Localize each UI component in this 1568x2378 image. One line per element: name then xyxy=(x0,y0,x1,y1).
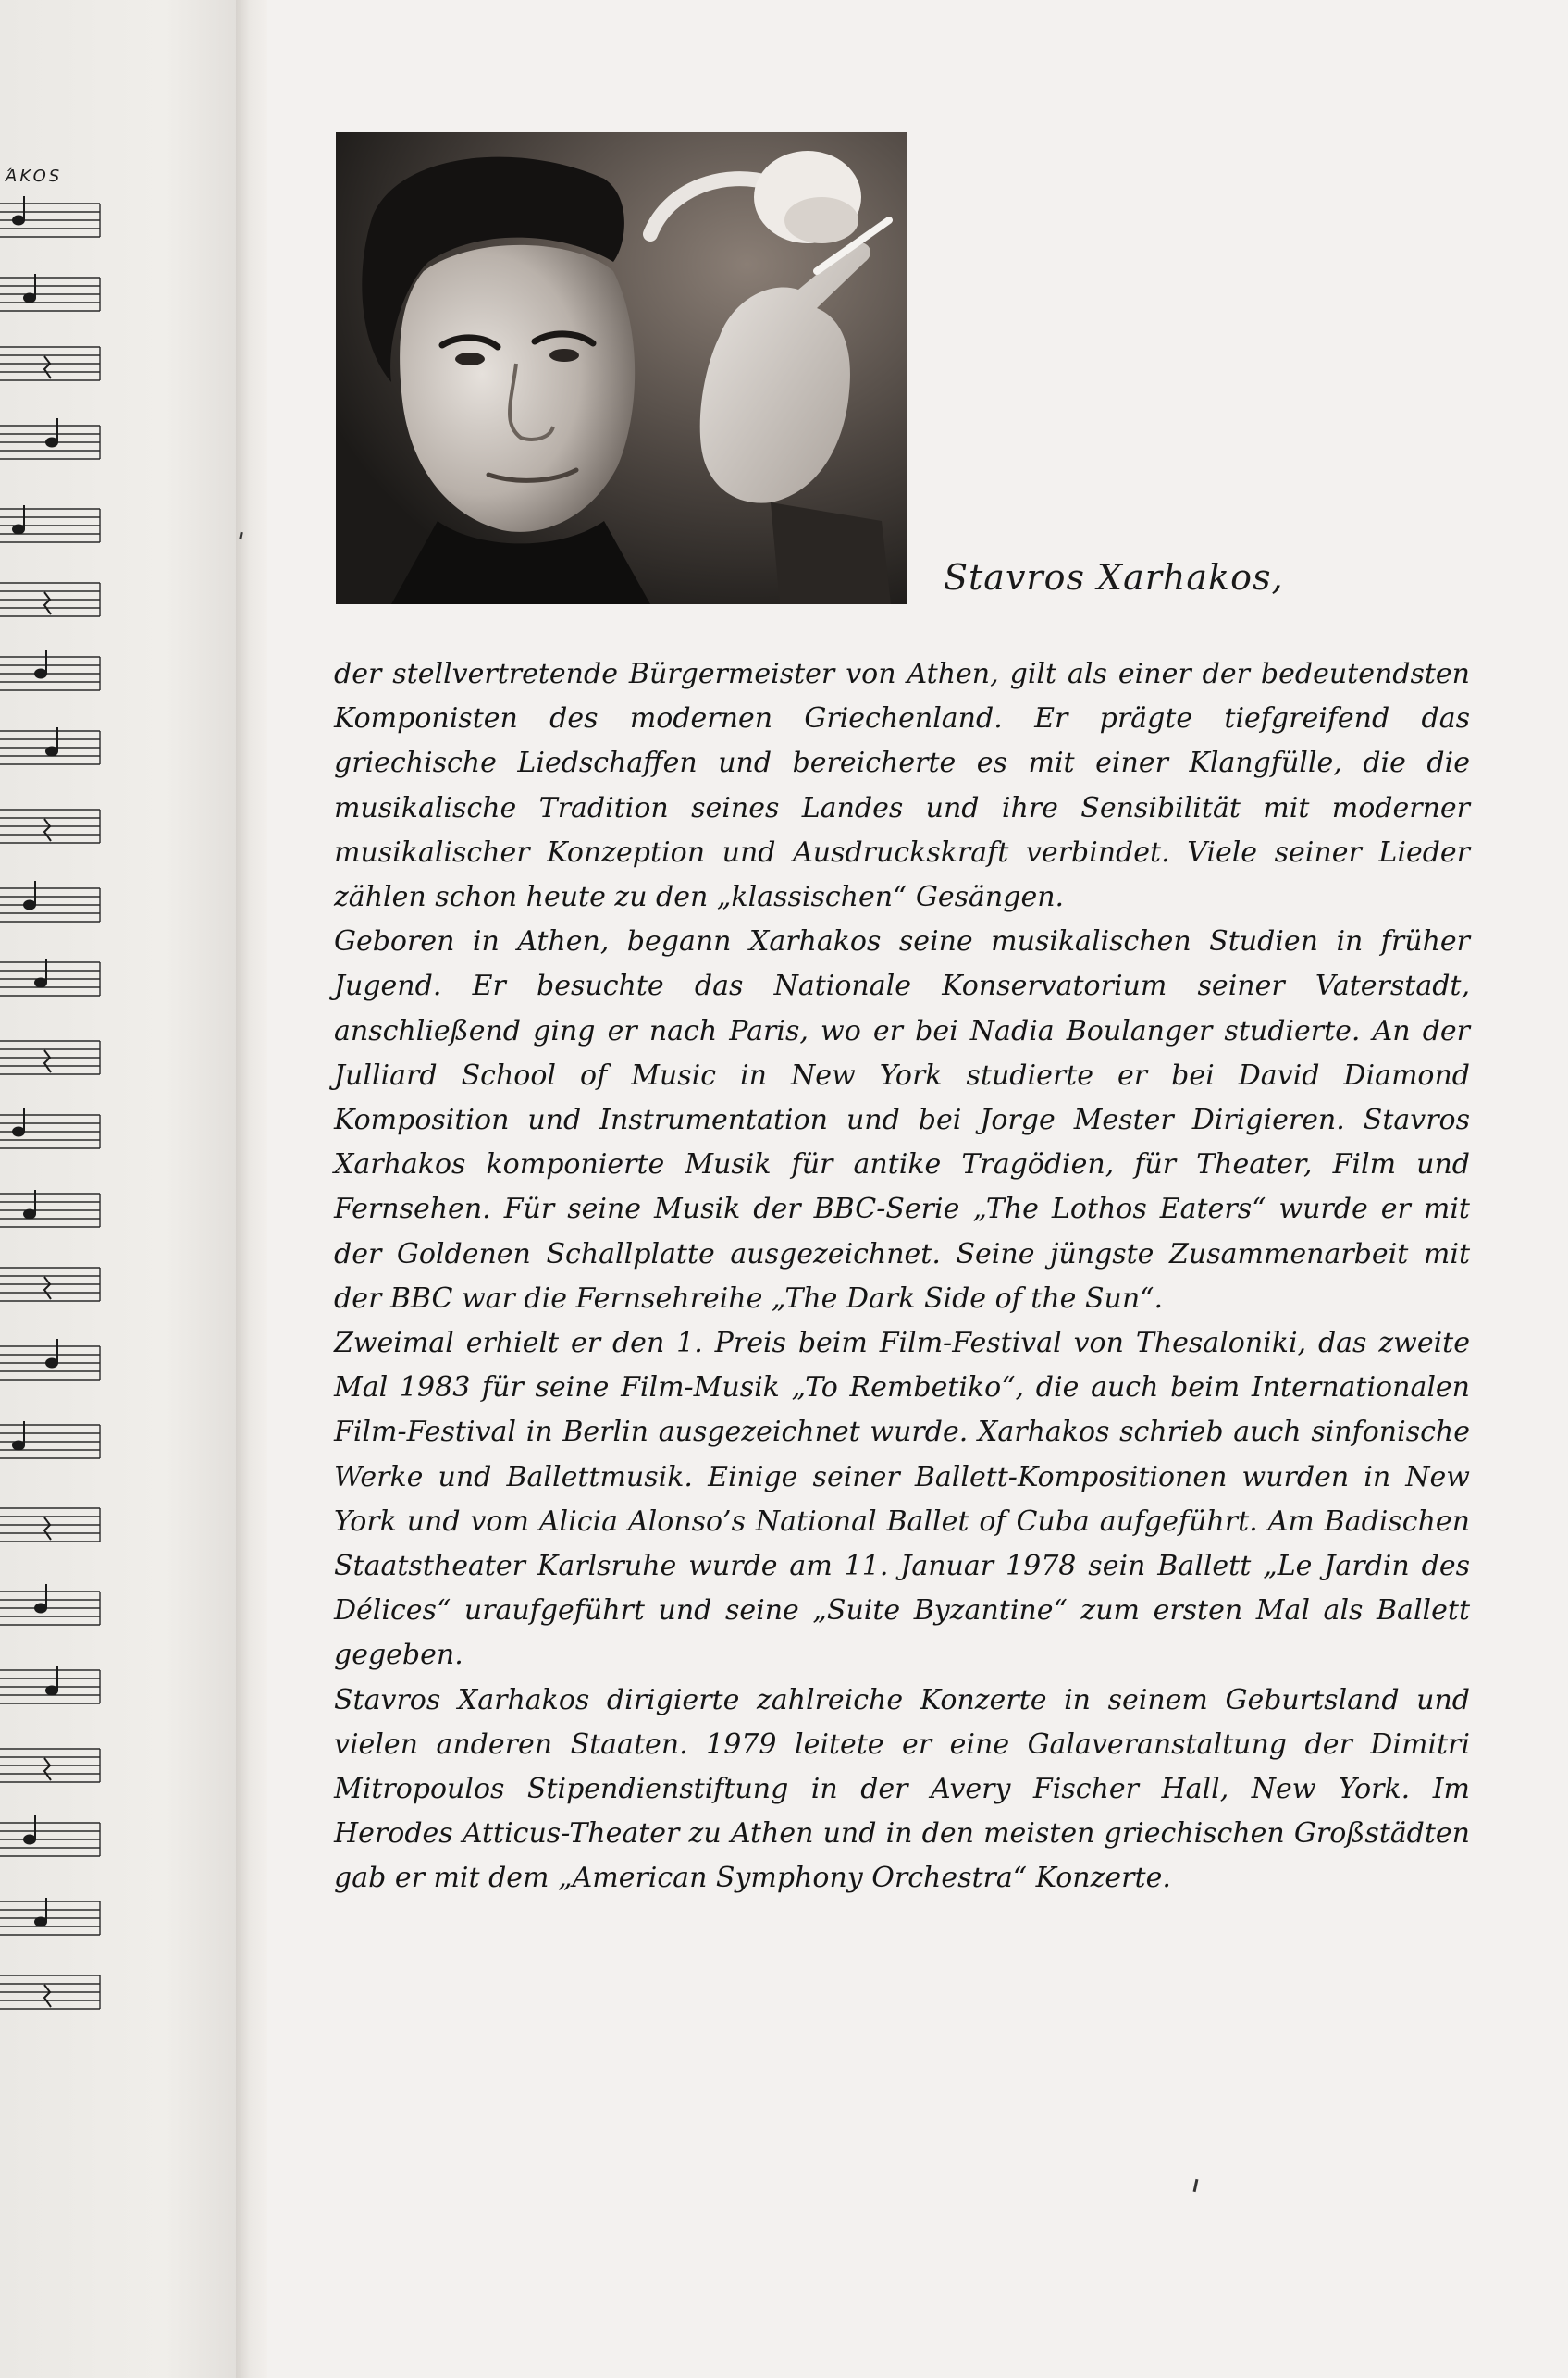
note-head xyxy=(46,439,57,447)
note-head xyxy=(46,1359,57,1368)
bio-paragraph-3: Zweimal erhielt er den 1. Preis beim Film-Festival von Thesaloniki, das zweite Mal 1983 für seine Film-Musik „To Rembetiko“, die auch beim Internationalen Film-Festival in Berlin ausgezeichnet wurde. Xarhakos schrieb auch sinfonische Werke und Ballettmusik. Einige seiner Ballett-Kompositionen wurden in New York und vom Alicia Alonso’s National Ballet of Cuba aufgeführt. Am Badischen Staatstheater Karlsruhe wurde am 11. Januar 1978 sein Ballett „Le Jardin des Délices“ uraufgeführt und seine „Suite Byzantine“ zum ersten Mal als Ballett gegeben. xyxy=(334,1327,1470,1672)
note-head xyxy=(35,670,46,678)
rest-symbol xyxy=(44,1050,51,1072)
paper-speck xyxy=(1193,2179,1199,2192)
note-head xyxy=(13,1128,24,1136)
portrait-photo xyxy=(336,132,907,604)
rest-symbol xyxy=(44,1758,51,1780)
note-head xyxy=(35,1918,46,1926)
rest-symbol xyxy=(44,1517,51,1540)
note-head xyxy=(46,1687,57,1695)
bio-paragraph-2: Geboren in Athen, begann Xarhakos seine musikalischen Studien in früher Jugend. Er besuchte das Nationale Konservatorium seiner Vaterstadt, anschließend ging er nach Paris, wo er bei Nadia Boulanger studierte. An der Julliard School of Music in New York studierte er bei David Diamond Komposition und Instrumentation und bei Jorge Mester Dirigieren. Stavros Xarhakos komponierte Musik für antike Tragödien, für Theater, Film und Fernsehen. Für seine Musik der BBC-Serie „The Lothos Eaters“ wurde er mit der Goldenen Schallplatte ausgezeichnet. Seine jüngste Zusammenarbeit mit der BBC war die Fernsehreihe „The Dark Side of the Sun“. xyxy=(334,925,1470,1315)
rest-symbol xyxy=(44,1985,51,2007)
note-head xyxy=(24,1210,35,1219)
note-head xyxy=(46,748,57,756)
note-head xyxy=(13,217,24,225)
rest-symbol xyxy=(44,1277,51,1299)
rest-symbol xyxy=(44,819,51,841)
note-head xyxy=(13,526,24,534)
note-head xyxy=(24,294,35,303)
rest-symbol xyxy=(44,356,51,378)
rest-symbol xyxy=(44,592,51,614)
caption-name: Stavros Xarhakos, xyxy=(944,557,1284,598)
note-head xyxy=(24,1836,35,1844)
music-score xyxy=(0,194,120,2036)
bio-paragraph-4: Stavros Xarhakos dirigierte zahlreiche Konzerte in seinem Geburtsland und vielen anderen Staaten. 1979 leitete er eine Galaveranstaltung der Dimitri Mitropoulos Stipendienstiftung in der Avery Fischer Hall, New York. Im Herodes Atticus-Theater zu Athen und in den meisten griechischen Großstädten gab er mit dem „American Symphony Orchestra“ Konzerte. xyxy=(334,1683,1470,1895)
biography-text xyxy=(334,652,1470,1901)
note-head xyxy=(24,901,35,910)
left-page-strip xyxy=(0,0,236,2378)
note-head xyxy=(35,1604,46,1613)
bio-paragraph-1: der stellvertretende Bürgermeister von Athen, gilt als einer der bedeutendsten Komponisten des modernen Griechenland. Er prägte tiefgreifend das griechische Liedschaffen und bereicherte es mit einer Klangfülle, die die musikalische Tradition seines Landes und ihre Sensibilität mit moderner musikalischer Konzeption und Ausdruckskraft verbindet. Viele seiner Lieder zählen schon heute zu den „klassischen“ Gesängen. xyxy=(334,658,1470,914)
score-title-fragment: ΆKOS xyxy=(6,167,63,186)
page-gutter xyxy=(236,0,267,2378)
note-head xyxy=(13,1442,24,1450)
note-head xyxy=(35,979,46,987)
